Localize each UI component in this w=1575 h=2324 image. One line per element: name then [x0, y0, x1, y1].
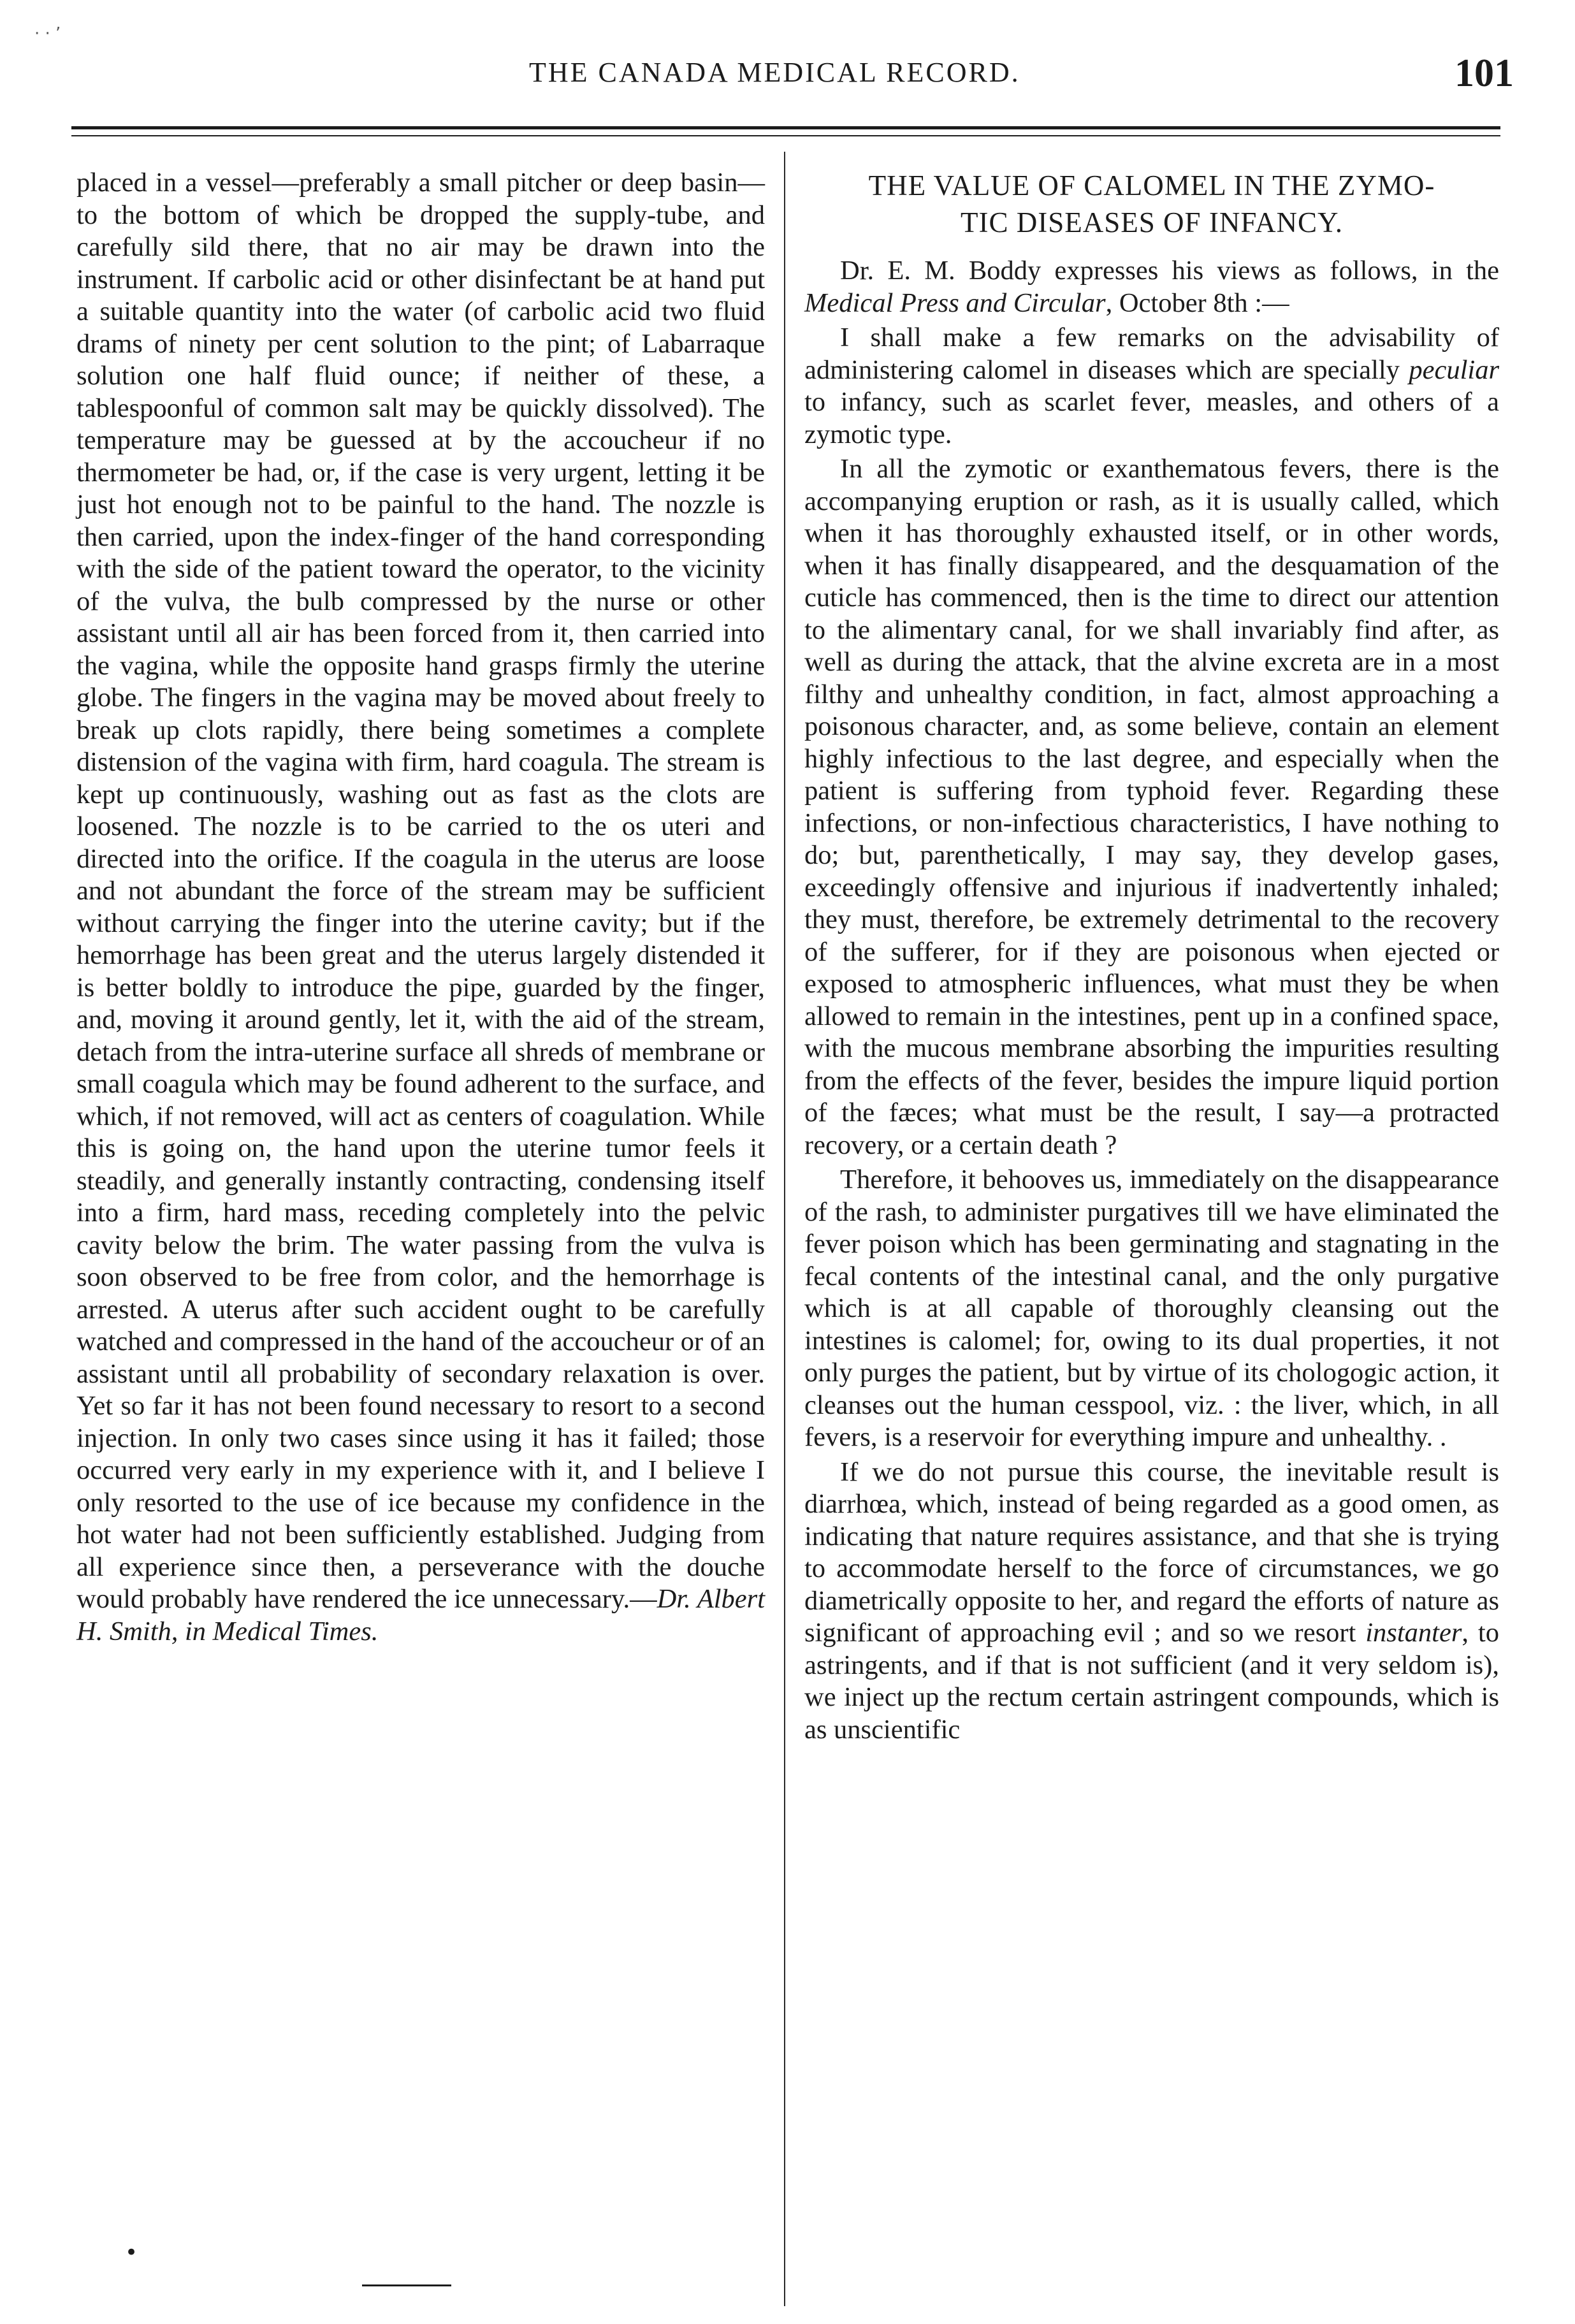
intro-date: , October 8th :—: [1105, 287, 1289, 318]
intro-text: Dr. E. M. Boddy expresses his views as follows, in the: [840, 256, 1499, 286]
emphasis-text: instanter: [1365, 1618, 1462, 1648]
body-paragraph: [76, 167, 765, 1648]
journal-title: THE CANADA MEDICAL RECORD.: [529, 57, 1020, 88]
paragraph-text: to infancy, such as scarlet fever, measles, and others of a zymotic type.: [804, 387, 1499, 449]
running-header: [0, 51, 1575, 102]
article-title-line: THE VALUE OF CALOMEL IN THE ZYMO-: [868, 170, 1435, 201]
margin-mark: · · ’: [34, 24, 61, 43]
paragraph-text: , to astringents, and if that is not sufficient (and it very seldom is), we inject up the rectum certain astringent compounds, which is as unscientific: [804, 1618, 1499, 1745]
end-ornament: •: [125, 2240, 138, 2265]
body-paragraph: [804, 322, 1499, 451]
left-column: [76, 167, 765, 1648]
article-signature: Dr. Albert H. Smith, in Medical Times.: [76, 1584, 765, 1646]
body-paragraph: [804, 1456, 1499, 1747]
article-end-rule: [362, 2284, 451, 2286]
header-rule-thin: [71, 135, 1500, 136]
body-paragraph: In all the zymotic or exanthematous fevers, there is the accompanying eruption or rash, as it is usually called, which when it has thoroughly exhausted itself, or in other words, when it has finally disappeared, and the desquamation of the cuticle has commenced, then is the time to direct our attention to the alimentary canal, for we shall invariably find after, as well as during the attack, that the alvine excreta are in a most filthy and unhealthy condition, in fact, almost approaching a poisonous character, and, as some believe, contain an element highly infectious to the last degree, and especially when the patient is suffering from typhoid fever. Regarding these infections, or non-infectious characteristics, I have nothing to do; but, parenthetically, I may say, they develop gases, exceedingly offensive and injurious if inadvertently inhaled; they must, therefore, be extremely detrimental to the recovery of the sufferer, for if they are poisonous when ejected or exposed to atmospheric influences, what must they be when allowed to remain in the intestines, pent up in a confined space, with the mucous membrane absorbing the impurities resulting from the effects of the fever, besides the impure liquid portion of the fæces; what must be the result, I say—a protracted recovery, or a certain death ?: [804, 454, 1499, 1160]
paragraph-text: If we do not pursue this course, the inevitable result is diarrhœa, which, instead of being regarded as a good omen, as indicating that nature requires assistance, and that she is trying to accommodate herself to the force of circumstances, we go diametrically opposite to her, and regard the efforts of nature as significant of approaching evil ; and so we resort: [804, 1456, 1499, 1648]
article-title: [804, 167, 1499, 241]
body-paragraph: Therefore, it behooves us, immediately on the disappearance of the rash, to administer purgatives till we have eliminated the fever poison which has been germinating and stagnating in the fecal contents of the intestinal canal, and the only purgative which is at all capable of thoroughly cleansing out the intestines is calomel; for, owing to its dual properties, it not only purges the patient, but by virtue of its chologogic action, it cleanses out the human cesspool, viz. : the liver, which, in all fevers, is a reservoir for everything impure and unhealthy. .: [804, 1165, 1499, 1452]
paragraph-text: I shall make a few remarks on the advisability of administering calomel in diseases which are specially: [804, 323, 1499, 385]
emphasis-text: peculiar: [1409, 354, 1499, 385]
header-rule-thick: [71, 126, 1500, 129]
article-title-line: TIC DISEASES OF INFANCY.: [961, 207, 1343, 238]
paragraph-text: placed in a vessel—preferably a small pitcher or deep basin—to the bottom of which be dropped the supply-tube, and carefully sild there, that no air may be drawn into the instrument. If carbolic acid or other disinfectant be at hand put a suitable quantity into the water (of carbolic acid two fluid drams of ninety per cent solution to the pint; of Labarraque solution one half fluid ounce; if neither of these, a tablespoonful of common salt may be quickly dissolved). The temperature may be guessed at by the accoucheur if no thermometer be had, or, if the case is very urgent, letting it be just hot enough not to be painful to the hand. The nozzle is then carried, upon the index-finger of the hand corresponding with the side of the patient toward the operator, to the vicinity of the vulva, the bulb compressed by the nurse or other assistant until all air has been forced from it, then carried into the vagina, while the opposite hand grasps firmly the uterine globe. The fingers in the vagina may be moved about freely to break up clots rapidly, there being sometimes a complete distension of the vagina with firm, hard coagula. The stream is kept up continuously, washing out as fast as the clots are loosened. The nozzle is to be carried to the os uteri and directed into the orifice. If the coagula in the uterus are loose and not abundant the force of the stream may be sufficient without carrying the finger into the uterine cavity; but if the hemorrhage has been great and the uterus largely distended it is better boldly to introduce the pipe, guarded by the finger, and, moving it around gently, let it, with the aid of the stream, detach from the intra-uterine surface all shreds of membrane or small coagula which may be found adherent to the surface, and which, if not removed, will act as centers of coagulation. While this is going on, the hand upon the uterine tumor feels it steadily, and generally instantly contracting, condensing itself into a firm, hard mass, receding completely into the pelvic cavity below the brim. The water passing from the vulva is soon observed to be free from color, and the hemorrhage is arrested. A uterus after such accident ought to be carefully watched and compressed in the hand of the accoucheur or of an assistant until all probability of secondary relaxation is over. Yet so far it has not been found necessary to resort to a second injection. In only two cases since using it has it failed; those occurred very early in my experience with it, and I believe I only resorted to the use of ice because my confidence in the hot water had not been sufficiently established. Judging from all experience since then, a perseverance with the douche would probably have rendered the ice unnecessary.—: [76, 168, 765, 1614]
column-divider: [784, 152, 785, 2306]
journal-name: Medical Press and Circular: [804, 287, 1106, 318]
right-column: [804, 167, 1499, 1746]
page-number: 101: [1455, 52, 1514, 95]
intro-paragraph: [804, 255, 1499, 319]
